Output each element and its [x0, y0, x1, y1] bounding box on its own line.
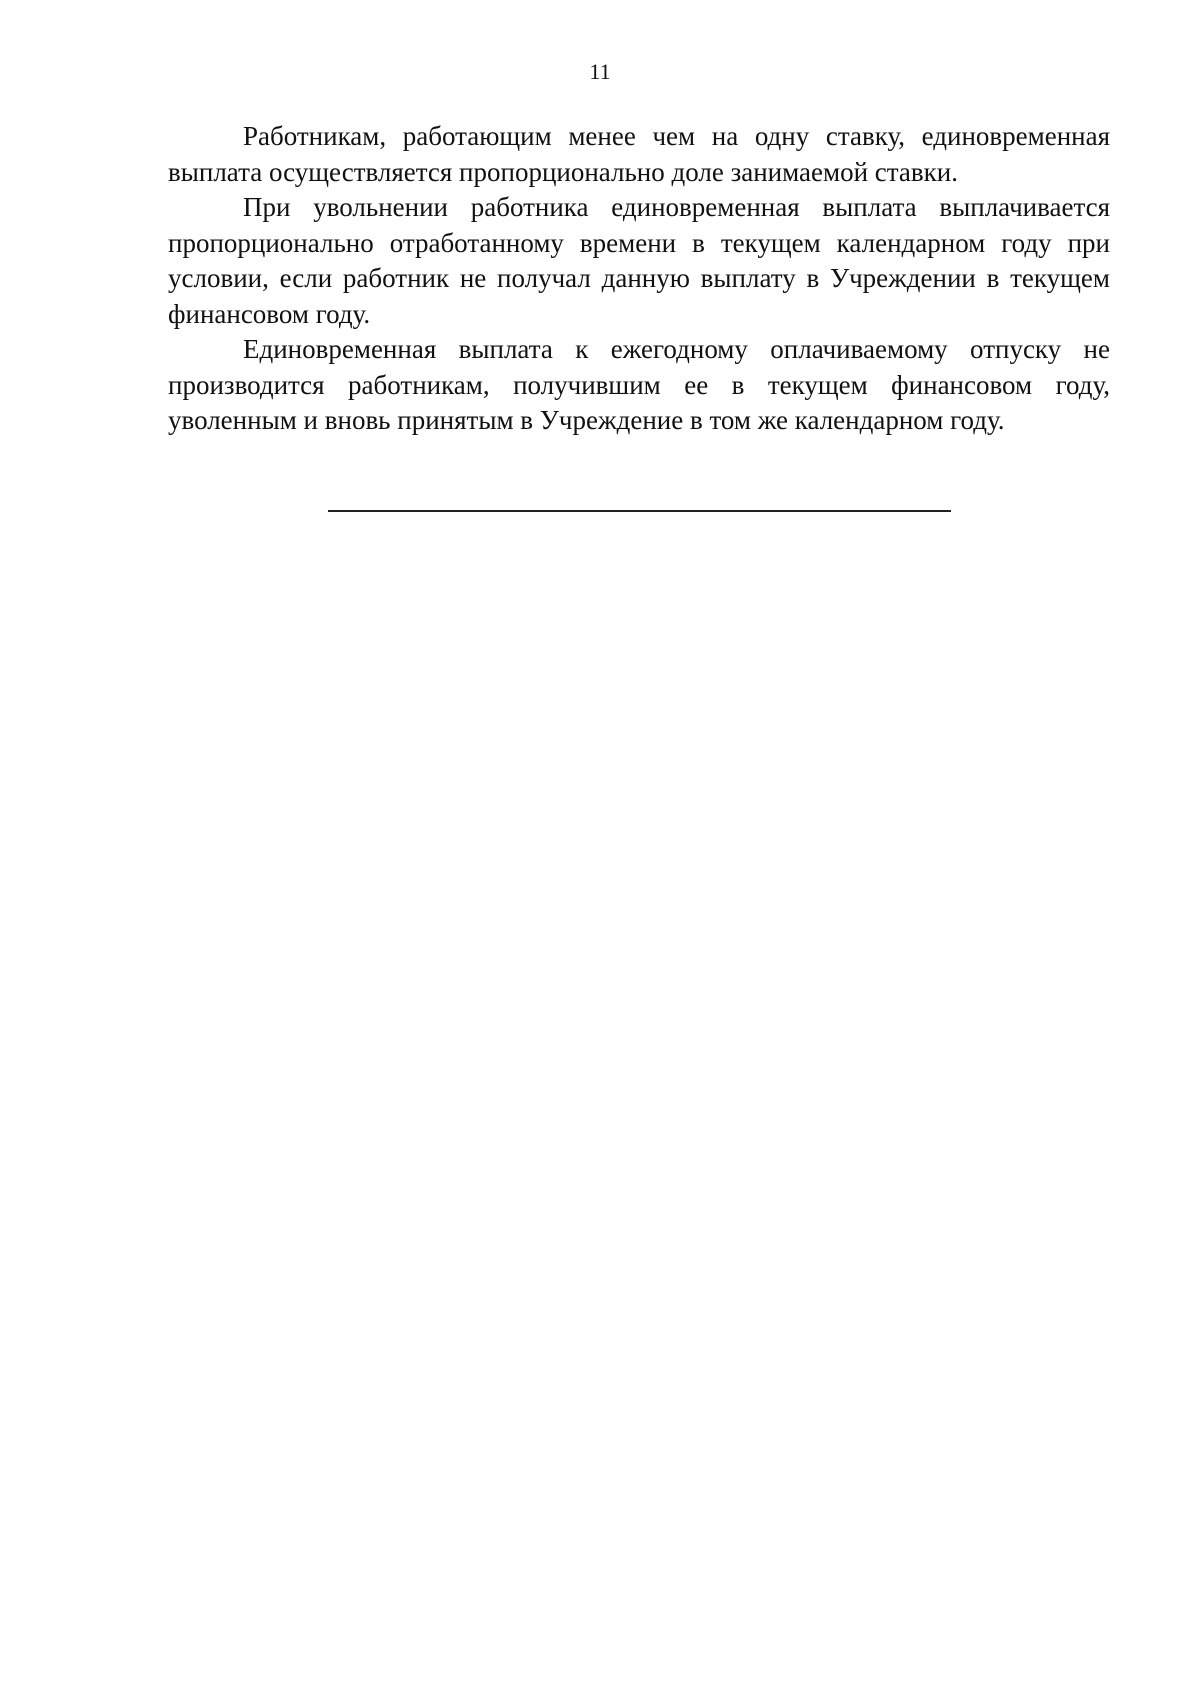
paragraph-dismissal-payment: При увольнении работника единовременная выплата выплачивается пропорционально отработанному времени в текущем календарном году при условии, если работник не получал данную выплату в Учреждении в текущем финансовом году.	[168, 192, 1110, 329]
document-body	[168, 119, 1110, 439]
paragraph-part-time-payment: Работникам, работающим менее чем на одну ставку, единовременная выплата осуществляется пропорционально доле занимаемой ставки.	[168, 121, 1110, 187]
page-number: 11	[589, 59, 611, 84]
paragraph-vacation-payment-exclusion: Единовременная выплата к ежегодному оплачиваемому отпуску не производится работникам, получившим ее в текущем финансовом году, уволенным и вновь принятым в Учреждение в том же календарном году.	[168, 334, 1110, 435]
end-divider-line	[328, 510, 951, 512]
